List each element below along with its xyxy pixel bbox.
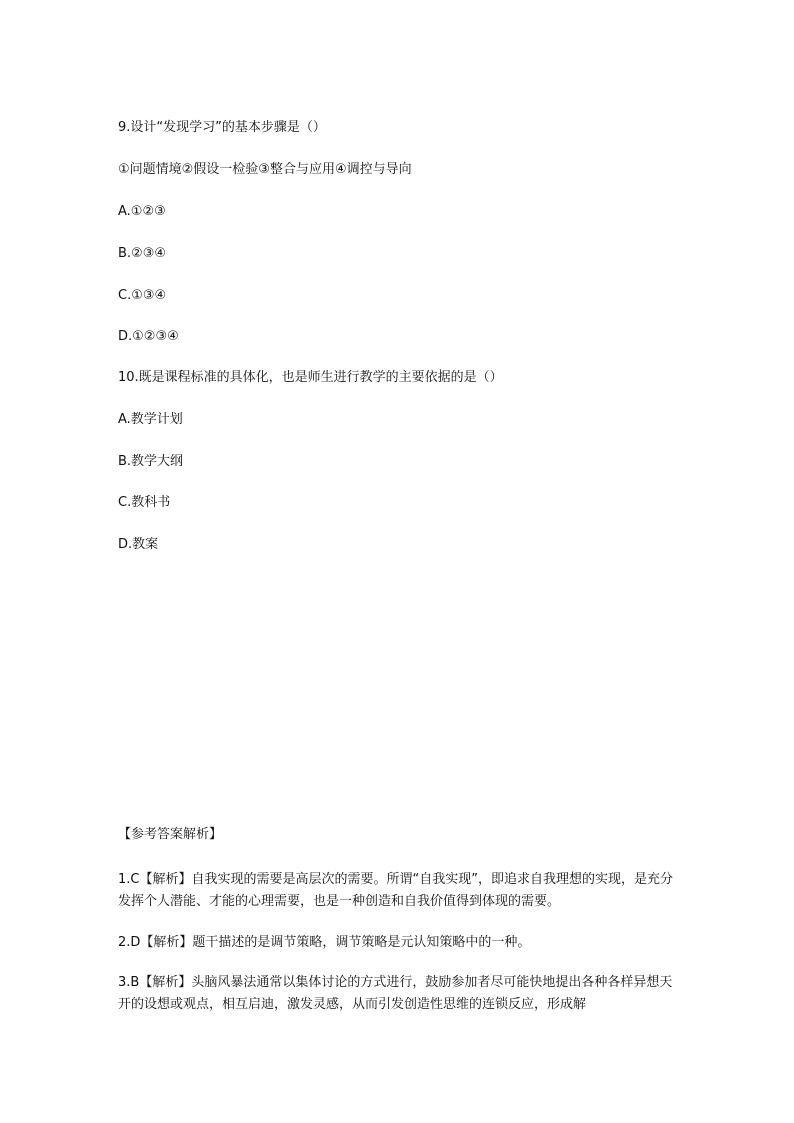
question-10-stem: 10.既是课程标准的具体化，也是师生进行教学的主要依据的是（） xyxy=(118,370,503,385)
question-9-stem: 9.设计“发现学习”的基本步骤是（） xyxy=(118,120,326,135)
question-9-items: ①问题情境②假设一检验③整合与应用④调控与导向 xyxy=(118,162,412,177)
question-9-option-b: B.②③④ xyxy=(118,246,167,261)
question-10-option-d: D.教案 xyxy=(118,537,159,552)
question-10-option-c: C.教科书 xyxy=(118,495,171,510)
question-9-option-a: A.①②③ xyxy=(118,204,166,219)
answer-entry-3: 3.B【解析】头脑风暴法通常以集体讨论的方式进行，鼓励参加者尽可能快地提出各种各样异想天开的设想或观点，相互启迪，激发灵感，从而引发创造性思维的连锁反应，形成解 xyxy=(118,975,673,1012)
question-10-option-a: A.教学计划 xyxy=(118,412,183,427)
question-10-option-b: B.教学大纲 xyxy=(118,454,184,469)
answers-heading: 【参考答案解析】 xyxy=(118,827,223,842)
question-9-option-c: C.①③④ xyxy=(118,288,167,303)
question-9-option-d: D.①②③④ xyxy=(118,329,179,344)
answer-entry-2: 2.D【解析】题干描述的是调节策略，调节策略是元认知策略中的一种。 xyxy=(118,935,531,950)
answer-entry-1: 1.C【解析】自我实现的需要是高层次的需要。所谓“自我实现”，即追求自我理想的实现，是充分发挥个人潜能、才能的心理需要，也是一种创造和自我价值得到体现的需要。 xyxy=(118,872,673,909)
